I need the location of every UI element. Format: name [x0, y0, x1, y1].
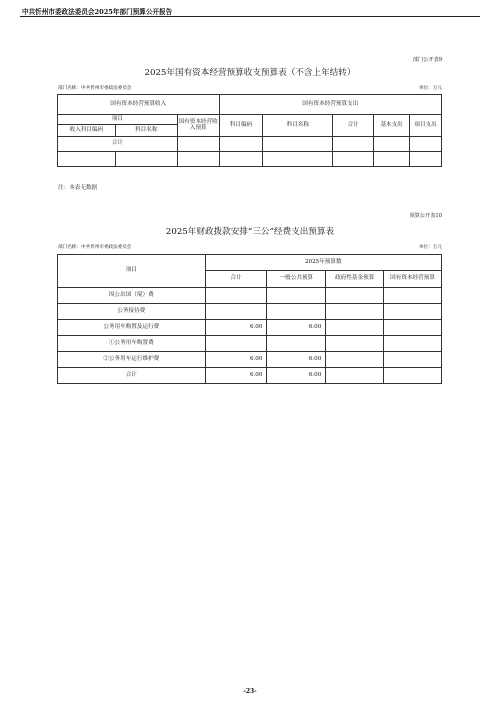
- unit-label: 单位：万元: [419, 86, 442, 91]
- table-cell: [58, 152, 116, 167]
- fund-value: [326, 320, 384, 336]
- subject-code-header: 科目编码: [219, 115, 263, 137]
- capital-budget-table: [57, 94, 442, 167]
- header-divider: [20, 16, 480, 17]
- table-title: 2025年国有资本经营预算收支预算表（不含上年结转）: [144, 68, 356, 78]
- income-budget-header: 国有资本经营收入预算: [177, 115, 219, 137]
- item-header: 项目: [58, 255, 206, 288]
- general-value: [267, 336, 326, 352]
- general-value: [267, 288, 326, 304]
- table-row: [58, 368, 442, 384]
- income-group-header: 国有资本经营预算收入: [58, 95, 220, 115]
- table-cell: [333, 152, 374, 167]
- project-expense-header: 项目支出: [410, 115, 442, 137]
- fund-value: [326, 352, 384, 368]
- total-value: 6.00: [205, 320, 267, 336]
- fund-value: [326, 288, 384, 304]
- capital-value: [384, 320, 442, 336]
- total-header: 合计: [333, 115, 374, 137]
- table-cell: [333, 137, 374, 152]
- table-row: [58, 320, 442, 336]
- row-label: 因公出国（境）费: [58, 288, 206, 304]
- table-title: 2025年财政拨款安排“三公”经费支出预算表: [165, 227, 335, 237]
- fund-value: [326, 368, 384, 384]
- budget-group-header: 2025年预算数: [205, 255, 441, 271]
- total-header: 合计: [205, 271, 267, 288]
- capital-budget-header: 国有资本经营预算: [384, 271, 442, 288]
- expense-group-header: 国有资本经营预算支出: [219, 95, 441, 115]
- capital-value: [384, 352, 442, 368]
- total-value: [205, 336, 267, 352]
- table-note: 注：本表无数据: [58, 185, 98, 191]
- income-name-header: 科目名称: [115, 125, 177, 137]
- unit-label: 单位：万元: [419, 245, 442, 250]
- table-cell: [263, 152, 333, 167]
- total-row-label: 合计: [58, 137, 178, 152]
- table-tag: 部门公开表9: [412, 57, 442, 63]
- basic-expense-header: 基本支出: [374, 115, 410, 137]
- table-cell: [219, 152, 263, 167]
- page-number: -23-: [243, 688, 257, 695]
- three-public-expense-table: [57, 254, 442, 384]
- department-name: 部门名称：中共忻州市委政法委员会: [58, 86, 132, 91]
- capital-value: [384, 304, 442, 320]
- table-cell: [374, 137, 410, 152]
- table-cell: [177, 152, 219, 167]
- row-label: ①公务用车购置费: [58, 336, 206, 352]
- item-header: 项目: [58, 115, 178, 125]
- general-value: [267, 304, 326, 320]
- table-tag: 预算公开表10: [409, 213, 442, 219]
- department-name: 部门名称：中共忻州市委政法委员会: [58, 245, 132, 250]
- table-row: [58, 288, 442, 304]
- capital-value: [384, 288, 442, 304]
- general-budget-header: 一般公共预算: [267, 271, 326, 288]
- table-cell: [219, 137, 263, 152]
- general-value: 6.00: [267, 352, 326, 368]
- capital-value: [384, 336, 442, 352]
- table-cell: [115, 152, 177, 167]
- table-cell: [263, 137, 333, 152]
- capital-value: [384, 368, 442, 384]
- table-cell: [410, 152, 442, 167]
- table-cell: [410, 137, 442, 152]
- total-value: 6.00: [205, 352, 267, 368]
- general-value: 6.00: [267, 320, 326, 336]
- general-value: 6.00: [267, 368, 326, 384]
- row-label: 公务接待费: [58, 304, 206, 320]
- total-value: [205, 304, 267, 320]
- report-header: 中共忻州市委政法委员会2025年部门预算公开报告: [22, 8, 173, 16]
- table-cell: [374, 152, 410, 167]
- row-label: ②公务用车运行维护费: [58, 352, 206, 368]
- fund-value: [326, 336, 384, 352]
- table-row: [58, 352, 442, 368]
- table-row: [58, 336, 442, 352]
- income-code-header: 收入科目编码: [58, 125, 116, 137]
- table-row: [58, 304, 442, 320]
- row-label: 合计: [58, 368, 206, 384]
- subject-name-header: 科目名称: [263, 115, 333, 137]
- table-cell: [177, 137, 219, 152]
- fund-budget-header: 政府性基金预算: [326, 271, 384, 288]
- total-value: [205, 288, 267, 304]
- row-label: 公务用车购置及运行费: [58, 320, 206, 336]
- total-value: 6.00: [205, 368, 267, 384]
- fund-value: [326, 304, 384, 320]
